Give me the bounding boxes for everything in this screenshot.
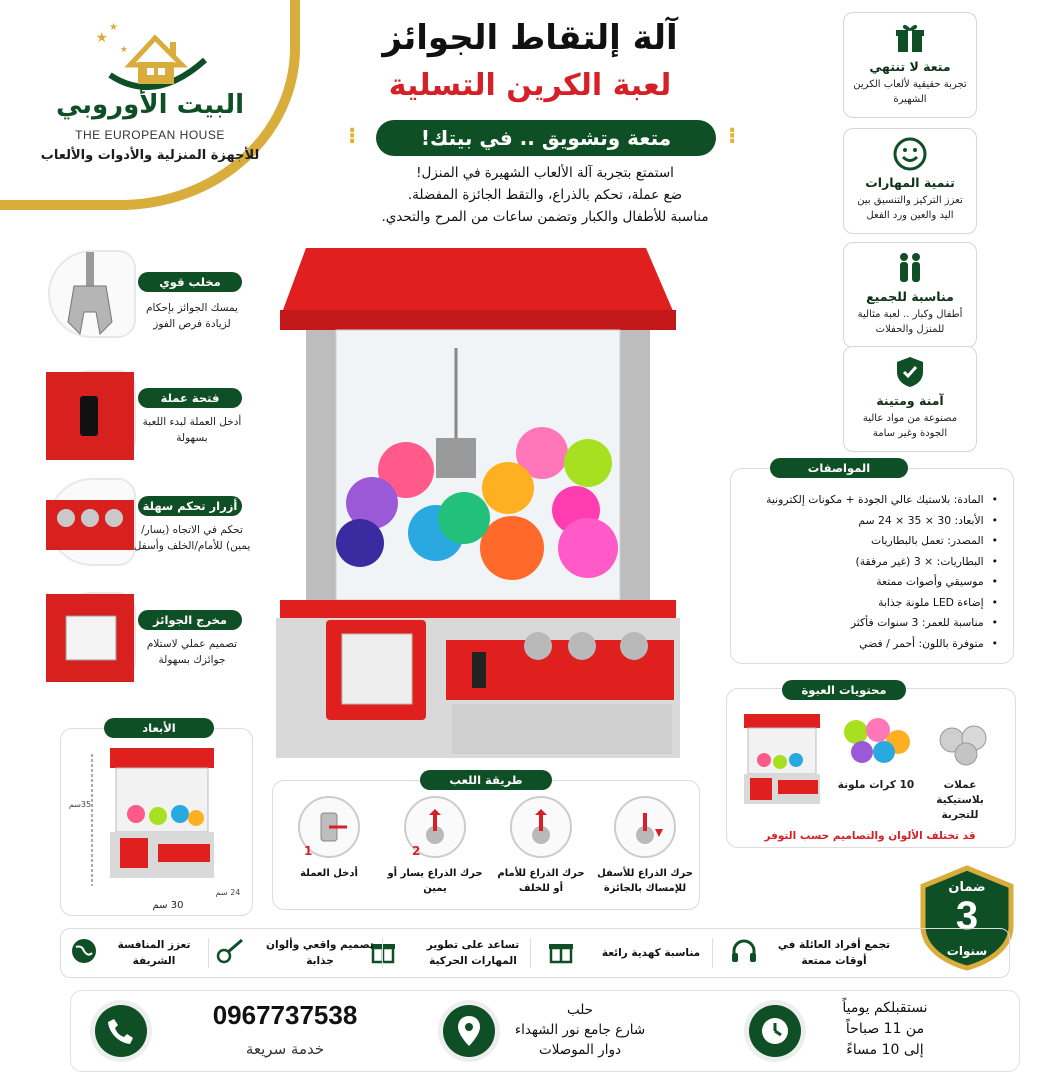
- package-note: قد تختلف الألوان والتصاميم حسب التوفر: [764, 830, 976, 842]
- address-line: شارع جامع نور الشهداء: [514, 1022, 646, 1038]
- coins-image: [936, 724, 992, 766]
- brand-name-en: THE EUROPEAN HOUSE: [75, 128, 225, 142]
- feature-title: تنمية المهارات: [865, 175, 955, 190]
- hours-line: من 11 صباحاً: [845, 1021, 925, 1037]
- page-subtitle: لعبة الكرين التسلية: [388, 68, 672, 103]
- house-logo-icon: [95, 20, 210, 100]
- paint-icon: [216, 938, 244, 968]
- machine-mini-image: [740, 714, 824, 810]
- feature-title: مناسبة للجميع: [866, 289, 954, 304]
- address-line: دوار الموصلات: [539, 1042, 621, 1058]
- intro-line: ضع عملة، تحكم بالذراع، والتقط الجائزة المفضلة.: [407, 187, 683, 203]
- spec-item: • إضاءة LED ملونة جذابة: [740, 593, 998, 614]
- benefit-text: تجمع أفراد العائلة في أوقات ممتعة: [777, 939, 891, 967]
- height-arrow-icon: [80, 750, 104, 890]
- feature-desc: تصميم عملي لاستلام جوائزك بسهولة: [146, 638, 238, 666]
- benefit-text: تساعد على تطوير المهارات الحركية: [426, 939, 520, 967]
- coin-slot-thumbnail: [48, 370, 136, 458]
- address-line: حلب: [566, 1002, 594, 1018]
- hours-line: إلى 10 مساءً: [846, 1042, 924, 1058]
- dimensions-image: [106, 748, 218, 888]
- benefit-text: تعزز المنافسة الشريفة: [117, 939, 191, 967]
- feature-desc: مصنوعة من مواد عالية الجودة وغير سامة: [862, 413, 958, 439]
- sparkle-icon: ⁝: [728, 124, 737, 149]
- feature-title: متعة لا تنتهي: [869, 59, 951, 74]
- feature-desc: تجربة حقيقية لألعاب الكرين الشهيرة: [853, 79, 967, 105]
- howto-step: [280, 796, 378, 881]
- step-label: أدخل العملة: [300, 868, 358, 879]
- spec-item: • موسيقي وأصوات ممتعة: [740, 572, 998, 593]
- step-label: حرك الذراع يسار أو يمين: [387, 868, 483, 894]
- howto-step: [492, 796, 590, 896]
- benefit-item: [370, 934, 540, 972]
- page-title: آلة إلتقاط الجوائز: [382, 18, 678, 58]
- gift-icon: [548, 938, 574, 968]
- package-title: محتويات العبوة: [782, 680, 906, 700]
- benefit-item: [216, 934, 386, 972]
- warranty-label: ضمان: [948, 880, 986, 895]
- step-number: 2: [412, 844, 421, 858]
- svg-text:★: ★: [119, 45, 128, 55]
- clock-icon: [744, 1000, 806, 1062]
- address: [510, 1000, 650, 1060]
- spec-item: • البطاريات: × 3 (غير مرفقة): [740, 552, 998, 573]
- spec-item: • المصدر: تعمل بالبطاريات: [740, 531, 998, 552]
- depth-label: 24 سم: [215, 888, 241, 897]
- warranty-unit: سنوات: [946, 944, 988, 958]
- step-label: حرك الذراع للأمام أو للخلف: [497, 868, 585, 894]
- benefit-text: تصميم واقعي وألوان جذابة: [266, 939, 374, 967]
- feature-title: آمنة ومتينة: [876, 393, 944, 408]
- slogan-banner: متعة وتشويق .. في بيتك!: [376, 120, 716, 156]
- brand-name-ar: البيت الأوروبي: [55, 90, 245, 120]
- dimensions-title: الأبعاد: [104, 718, 214, 738]
- benefit-item: [70, 934, 200, 972]
- benefit-text: مناسبة كهدية رائعة: [601, 947, 701, 959]
- balls-image: [842, 718, 912, 764]
- shield-check-icon: [844, 355, 976, 389]
- family-icon: [844, 251, 976, 285]
- globe-icon: [70, 937, 98, 969]
- step-number: 1: [304, 844, 313, 858]
- svg-text:★: ★: [95, 30, 108, 46]
- feature-tag: فتحة عملة: [138, 388, 242, 408]
- claw-machine-image: [276, 248, 680, 768]
- phone-number[interactable]: 0967737538: [212, 1000, 358, 1030]
- package-item: عملات بلاستيكية للتجربة: [936, 779, 984, 821]
- howto-step: [596, 796, 694, 896]
- width-label: 30 سم: [152, 900, 184, 911]
- intro-line: استمتع بتجربة آلة الألعاب الشهيرة في المنزل!: [416, 165, 674, 181]
- service-label: خدمة سريعة: [245, 1040, 325, 1058]
- feature-card-safe: [843, 346, 977, 452]
- spec-item: • متوفرة باللون: أحمر / فضي: [740, 634, 998, 655]
- benefit-item: [730, 934, 900, 972]
- package-item: 10 كرات ملونة: [837, 779, 915, 791]
- spec-item: • المادة: بلاستيك عالي الجودة + مكونات إلكترونية: [740, 490, 998, 511]
- step-label: حرك الذراع للأسفل للإمساك بالجائزة: [597, 868, 693, 894]
- specs-list: [740, 490, 998, 654]
- location-pin-icon: [438, 1000, 500, 1062]
- howto-step: [386, 796, 484, 896]
- feature-tag: مخلب قوي: [138, 272, 242, 292]
- feature-desc: أدخل العملة لبدء اللعبة بسهولة: [142, 416, 242, 444]
- intro-line: مناسبة للأطفال والكبار وتضمن ساعات من المرح والتحدي.: [381, 209, 709, 225]
- feature-desc: تعزز التركيز والتنسيق بين اليد والعين ورد الفعل: [857, 195, 963, 221]
- benefit-item: [548, 934, 718, 972]
- feature-desc: تحكم في الاتجاه (يسار/يمين) للأمام/الخلف وأسفل: [133, 524, 251, 552]
- feature-desc: أطفال وكبار .. لعبة مثالية للمنزل والحفلات: [857, 309, 963, 335]
- howto-title: طريقة اللعب: [420, 770, 552, 790]
- feature-tag: مخرج الجوائز: [138, 610, 242, 630]
- svg-text:★: ★: [109, 22, 118, 33]
- specs-title: المواصفات: [770, 458, 908, 478]
- spec-item: • الأبعاد: 30 × 35 × 24 سم: [740, 511, 998, 532]
- phone-icon[interactable]: [90, 1000, 152, 1062]
- brand-tagline: للأجهزة المنزلية والأدوات والألعاب: [40, 148, 260, 163]
- feature-card-everyone: [843, 242, 977, 348]
- claw-thumbnail: [48, 250, 136, 338]
- height-label: 35سم: [68, 800, 92, 809]
- joystick-forward-back-icon: [510, 796, 572, 858]
- sparkle-icon: ⁝: [348, 124, 357, 149]
- feature-card-fun: [843, 12, 977, 118]
- headphones-icon: [730, 937, 758, 969]
- intro-text: [340, 162, 750, 228]
- spec-item: • مناسبة للعمر: 3 سنوات فأكثر: [740, 613, 998, 634]
- prize-outlet-thumbnail: [48, 592, 136, 680]
- feature-desc: يمسك الجوائز بإحكام لزيادة فرص الفوز: [146, 302, 238, 330]
- divider: [208, 938, 209, 968]
- feature-card-skills: [843, 128, 977, 234]
- warranty-years: 3: [955, 894, 979, 938]
- smile-icon: [844, 137, 976, 171]
- hours-line: نستقبلكم يومياً: [842, 1000, 928, 1016]
- control-buttons-thumbnail: [48, 478, 136, 566]
- gift-icon: [844, 21, 976, 55]
- opening-hours: [830, 998, 940, 1061]
- feature-tag: أزرار تحكم سهلة: [138, 496, 242, 516]
- joystick-down-icon: [614, 796, 676, 858]
